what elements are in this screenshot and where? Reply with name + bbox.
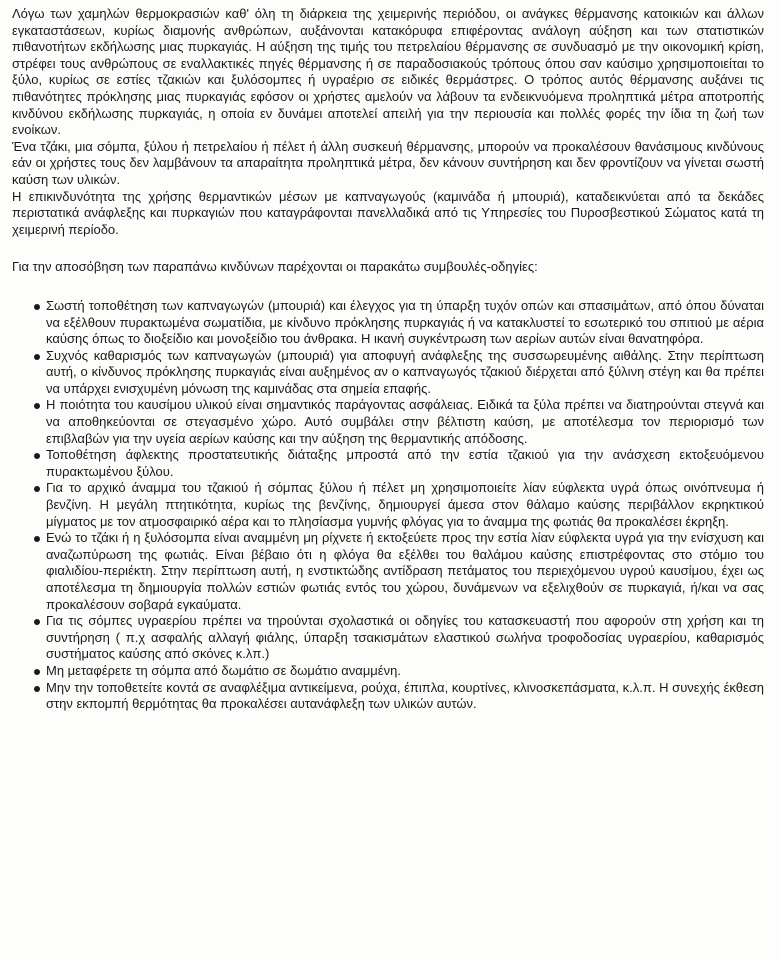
advice-item-text: Μη μεταφέρετε τη σόμπα από δωμάτιο σε δωμάτιο αναμμένη. [46,662,401,678]
advice-item [12,663,764,680]
bullet-icon [34,403,40,409]
bullet-icon [34,304,40,310]
bullet-icon [34,354,40,360]
paragraph-heating-risk: Λόγω των χαμηλών θερμοκρασιών καθ' όλη τη διάρκεια της χειμερινής περιόδου, οι ανάγκες θέρμανσης κατοικιών και άλλων εγκαταστάσεων, κυρίως διαμονής ανθρώπων, αυξάνονται κατακόρυφα επιφέροντας ανάλογη αύξηση και των στατιστικών πιθανοτήτων εκδήλωσης μιας πυρκαγιάς. Η αύξηση της τιμής του πετρελαίου θέρμανσης σε συνδυασμό με την οικονομική κρίση, στρέφει τους ανθρώπους σε εναλλακτικές πηγές θέρμανσης ή σε παραδοσιακούς τρόπους όπου σαν καύσιμο χρησιμοποιείται το ξύλο, κυρίως σε εστίες τζακιών και ξυλόσομπες ή υγραέριο σε ειδικές θερμάστρες. Ο τρόπος αυτός θέρμανσης αυξάνει τις πιθανότητες πρόκλησης μιας πυρκαγιάς εφόσον οι χρήστες αμελούν να λάβουν τα ενδεικνυόμενα προληπτικά μέτρα αποτροπής κινδύνου εκδήλωσης πυρκαγιάς, η οποία εν δυνάμει αποτελεί απειλή για την περιουσία και πολλές φορές την ίδια τη ζωή των ενοίκων. [12,6,764,138]
advice-item [12,530,764,613]
advice-item [12,348,764,398]
advice-item-text: Για το αρχικό άναμμα του τζακιού ή σόμπας ξύλου ή πέλετ μη χρησιμοποιείτε λίαν εύφλεκτα υγρά όπως οινόπνευμα ή βενζίνη. Η μεγάλη πτητικότητα, κυρίως της βενζίνης, δημιουργεί άμεσα στον θάλαμο καύσης περιβάλλον εκρηκτικού μίγματος με τον ατμοσφαιρικό αέρα και το πλησίασμα γυμνής φλόγας για το άναμμα της φωτιάς θα προκαλέσει έκρηξη. [46,480,764,529]
paragraph-chimney-danger: Η επικινδυνότητα της χρήσης θερμαντικών μέσων με καπναγωγούς (καμινάδα ή μπουριά), καταδεικνύεται από τα δεκάδες περιστατικά ανάφλεξης και πυρκαγιών που καταγράφονται πανελλαδικά από τις Υπηρεσίες του Πυροσβεστικού Σώματος κατά τη χειμερινή περίοδο. [12,188,764,237]
bullet-icon [34,536,40,542]
advice-item-text: Τοποθέτηση άφλεκτης προστατευτικής διάταξης μπροστά από την εστία τζακιού για την ανάσχεση εκτοξευόμενου πυρακτωμένου ξύλου. [46,447,764,479]
advice-item [12,447,764,480]
spacer [12,238,764,259]
bullet-icon [34,669,40,675]
advice-item-text: Συχνός καθαρισμός των καπναγωγών (μπουριά) για αποφυγή ανάφλεξης της συσσωρευμένης αιθάλης. Στην περίπτωση αυτή, ο κίνδυνος πρόκλησης πυρκαγιάς είναι αυξημένος αν ο καπναγωγός τζακιού διέρχεται από ξύλινη στέγη και θα πρέπει να υπάρχει ενισχυμένη μόνωση της καμινάδας στα σημεία επαφής. [46,347,764,396]
advice-item-text: Σωστή τοποθέτηση των καπναγωγών (μπουριά) και έλεγχος για τη ύπαρξη τυχόν οπών και σπασιμάτων, από όπου δύναται να εξέλθουν πυρακτωμένα σωματίδια, με κίνδυνο πρόκλησης πυρκαγιάς ή να κατακλυστεί το εσωτερικό του σπιτιού με αέρια καύσης όπως το διοξείδιο και μονοξείδιο του άνθρακα. Η ικανή συγκέντρωση των αερίων αυτών είναι θανατηφόρα. [46,297,764,347]
advice-intro: Για την αποσόβηση των παραπάνω κινδύνων παρέχονται οι παρακάτω συμβουλές-οδηγίες: [12,259,538,275]
advice-item [12,298,764,348]
advice-item [12,397,764,447]
paragraph-heating-devices: Ένα τζάκι, μια σόμπα, ξύλου ή πετρελαίου ή πέλετ ή άλλη συσκευή θέρμανσης, μπορούν να προκαλέσουν θανάσιμους κινδύνους εάν οι χρήστες τους δεν λαμβάνουν τα απαραίτητα προληπτικά μέτρα, δεν κάνουν συντήρηση και δεν φροντίζουν να γίνεται σωστή καύση των υλικών. [12,138,764,187]
bullet-icon [34,686,40,692]
advice-item-text: Η ποιότητα του καυσίμου υλικού είναι σημαντικός παράγοντας ασφάλειας. Ειδικά τα ξύλα πρέπει να διατηρούνται στεγνά και να αποθηκεύονται σε στεγασμένο χώρο. Αυτό συμβάλει στην βέλτιστη καύση, με αποτέλεσμα τον περιορισμό των επιβλαβών για την υγεία αερίων καύσης και την αύξηση της θερμαντικής απόδοσης. [46,397,764,446]
bullet-icon [34,486,40,492]
advice-item [12,480,764,530]
advice-item-text: Για τις σόμπες υγραερίου πρέπει να τηρούνται σχολαστικά οι οδηγίες του κατασκευαστή που αφορούν στη χρήση και τη συντήρηση ( π.χ ασφαλής αλλαγή φιάλης, ύπαρξη τσακισμάτων ελαστικού σωλήνα τροφοδοσίας υγραερίου, καθαρισμός συστήματος καύσης από σκόνες κ.λπ.) [46,613,764,662]
spacer [12,276,764,298]
advice-item-text: Ενώ το τζάκι ή η ξυλόσομπα είναι αναμμένη μη ρίχνετε ή εκτοξεύετε προς την εστία λίαν εύφλεκτα υγρά για την ενίσχυση και αναζωπύρωση της φωτιάς. Είναι βέβαιο ότι η φλόγα θα εξέλθει του θαλάμου καύσης επιστρέφοντας στο στόμιο του φιαλιδίου-περιέκτη. Στην περίπτωση αυτή, η ενστικτώδης αντίδραση πετάματος του περιεχόμενου υγρού καυσίμου, έχει ως αποτέλεσμα τη δημιουργία πολλών εστιών φωτιάς εντός του χώρου, δυνάμενων να εξελιχθούν σε πυρκαγιά, ή/και να σας προκαλέσουν σοβαρά εγκαύματα. [46,530,764,612]
advice-item-text: Μην την τοποθετείτε κοντά σε αναφλέξιμα αντικείμενα, ρούχα, έπιπλα, κουρτίνες, κλινοσκεπάσματα, κ.λ.π. Η συνεχής έκθεση στην εκπομπή θερμότητας θα προκαλέσει αυτανάφλεξη των υλικών αυτών. [46,679,764,712]
bullet-icon [34,619,40,625]
bullet-icon [34,453,40,459]
advice-item [12,613,764,663]
advice-item [12,680,764,713]
advice-list [12,298,764,713]
document-body [12,6,764,713]
